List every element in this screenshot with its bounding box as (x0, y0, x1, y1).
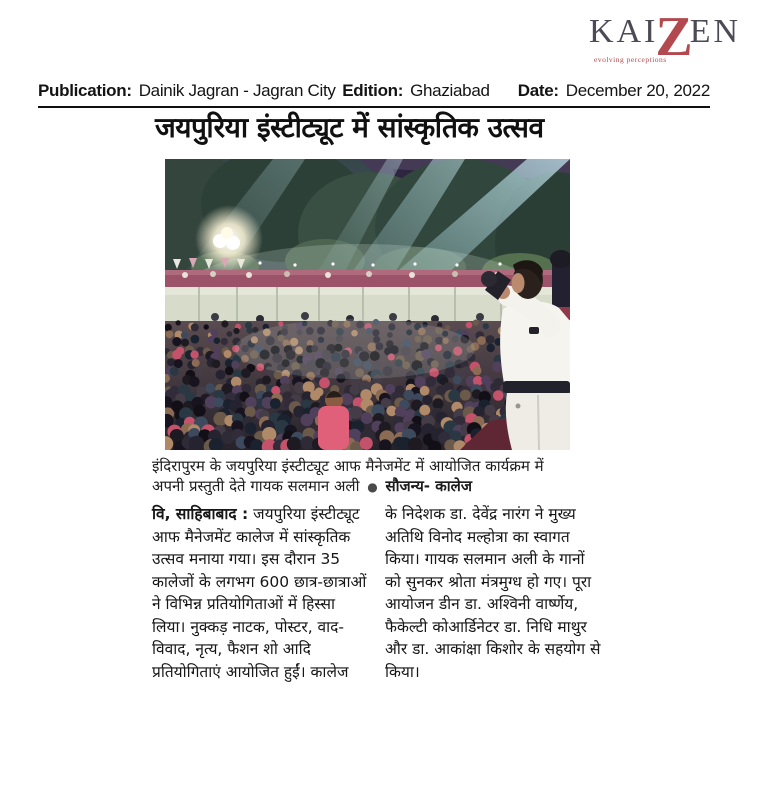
kaizen-logo (588, 6, 742, 68)
news-photo (165, 159, 570, 450)
photo-banner-strip (165, 270, 570, 287)
logo-tagline: evolving perceptions (594, 55, 667, 64)
article-dateline: वि, साहिबाबाद : (152, 505, 249, 523)
date-label: Date: (517, 81, 559, 100)
article-column-right-text: के निदेशक डा. देवेंद्र नारंग ने मुख्य अतिथि विनोद मल्होत्रा का स्वागत किया। गायक सलमान अली के गानों को सुनकर श्रोता मंत्रमुग्ध हो गए। पूरा आयोजन डीन डा. अश्विनी वार्ष्णेय, फैकेल्टी कोआर्डिनेटर डा. निधि माथुर और डा. आकांक्षा किशोर के सहयोग से किया। (385, 505, 601, 681)
article-column-right (385, 503, 604, 683)
publication-meta-line (38, 81, 710, 108)
publication-label: Publication: (38, 81, 132, 100)
logo-text-kai: KAI (588, 13, 659, 51)
photo-caption (152, 456, 576, 497)
article-column-left-text: जयपुरिया इंस्टीट्यूट आफ मैनेजमेंट कालेज में सांस्कृतिक उत्सव मनाया गया। इस दौरान 35 कालेजों के लगभग 600 छात्र-छात्राओं ने विभिन्न प्रतियोगिताओं में हिस्सा लिया। नुक्कड़ नाटक, पोस्टर, वाद-विवाद, नृत्य, फैशन शो आदि प्रतियोगिताएं आयोजित हुईं। कालेज (152, 505, 367, 681)
date-value: December 20, 2022 (565, 81, 710, 100)
edition-value: Ghaziabad (410, 81, 490, 100)
caption-bullet-icon: ● (367, 480, 378, 494)
logo-text-en: EN (689, 13, 742, 51)
article-headline: जयपुरिया इंस्टीट्यूट में सांस्कृतिक उत्सव (155, 111, 544, 144)
photo-credit: सौजन्य- कालेज (385, 477, 472, 495)
edition-group (342, 81, 518, 101)
logo-text-z: Z (655, 6, 693, 68)
publication-value: Dainik Jagran - Jagran City (138, 81, 336, 100)
date-group (518, 81, 710, 101)
article-column-left (152, 503, 371, 683)
photo-caption-text: इंदिरापुरम के जयपुरिया इंस्टीट्यूट आफ मैनेजमेंट में आयोजित कार्यक्रम में अपनी प्रस्तुती देते गायक सलमान अली (152, 457, 544, 495)
photo-spotlight (195, 205, 263, 273)
concert-photo-illustration (165, 159, 570, 450)
photo-haze (235, 319, 475, 379)
publication-group (38, 81, 342, 101)
article-body (152, 503, 604, 683)
edition-label: Edition: (342, 81, 404, 100)
